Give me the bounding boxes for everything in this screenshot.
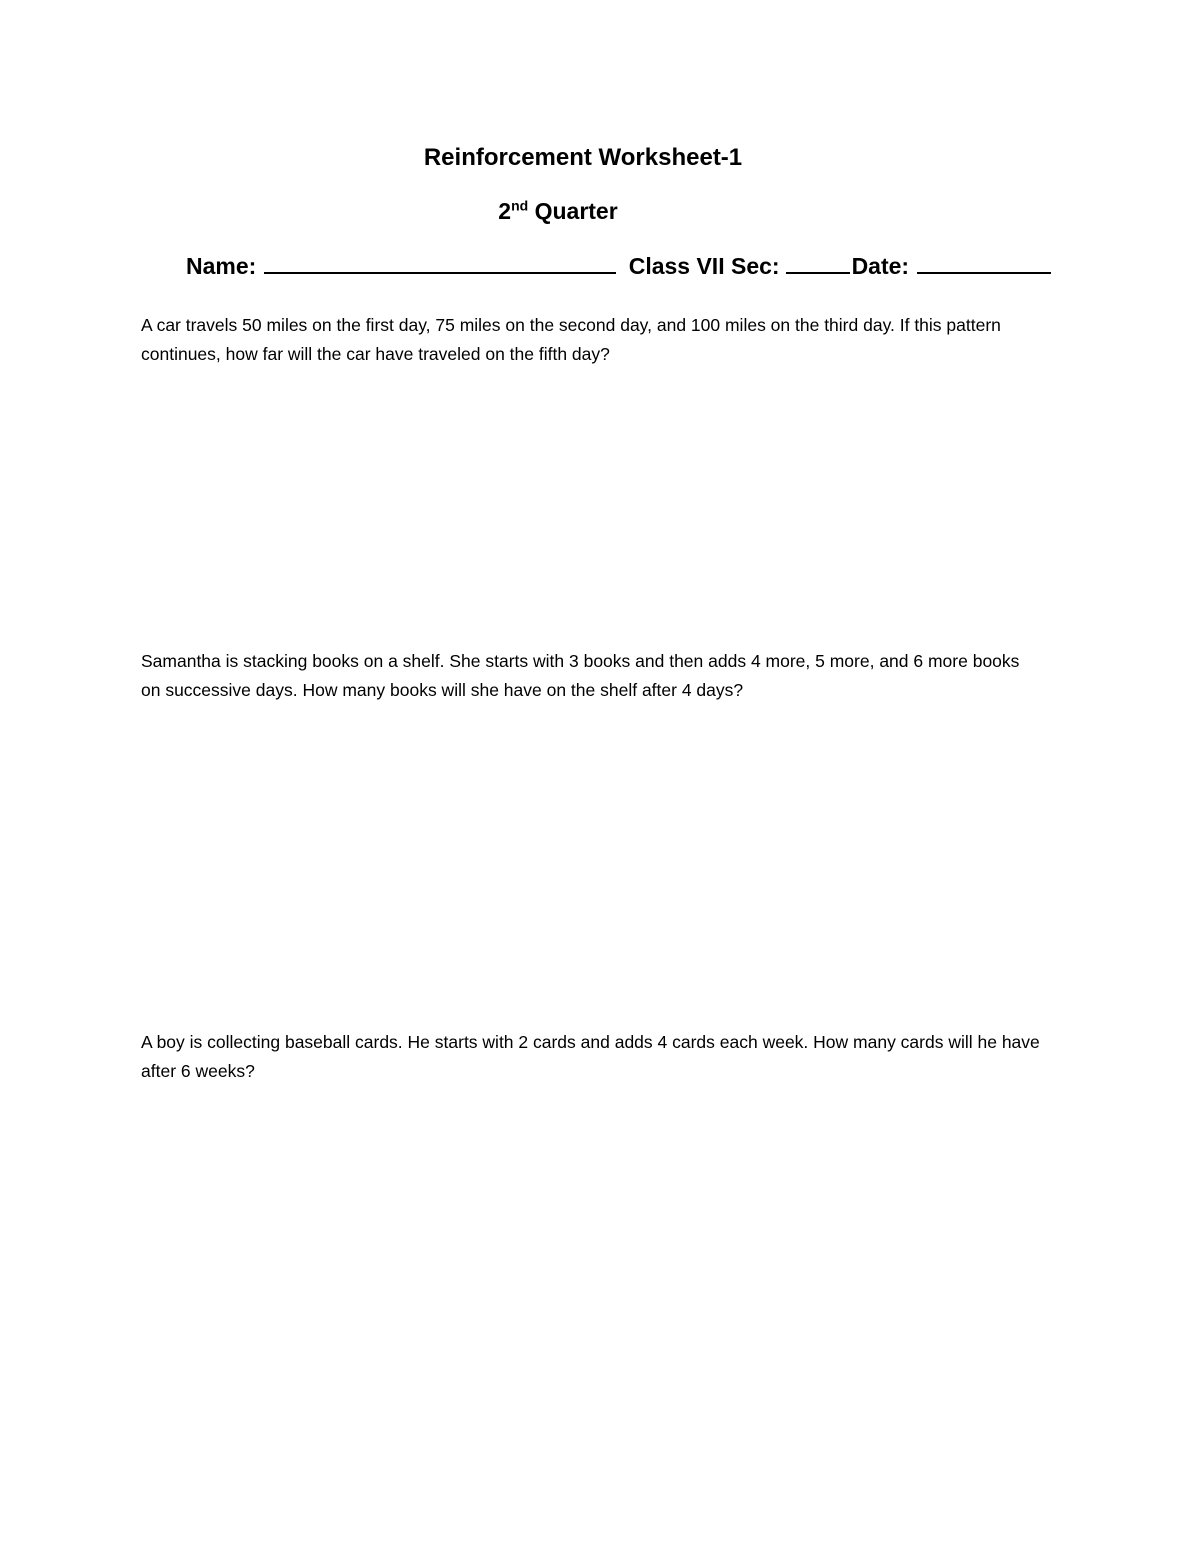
question-2: Samantha is stacking books on a shelf. She starts with 3 books and then adds 4 more, 5 more, and 6 more books on successive days. How many books will she have on the shelf after 4 days? xyxy=(141,651,1020,700)
quarter-number: 2 xyxy=(498,198,512,224)
name-blank[interactable] xyxy=(264,252,616,274)
quarter-word: Quarter xyxy=(534,198,618,224)
quarter-heading xyxy=(0,198,1116,225)
name-label: Name: xyxy=(186,253,257,279)
date-label: Date: xyxy=(851,253,910,279)
worksheet-title: Reinforcement Worksheet-1 xyxy=(423,144,743,171)
question-1: A car travels 50 miles on the first day, 75 miles on the second day, and 100 miles on the third day. If this pattern continues, how far will the car have traveled on the fifth day? xyxy=(141,315,1001,364)
student-info-row xyxy=(186,252,1051,280)
question-3: A boy is collecting baseball cards. He starts with 2 cards and adds 4 cards each week. How many cards will he have after 6 weeks? xyxy=(141,1032,1040,1081)
date-blank[interactable] xyxy=(917,252,1051,274)
class-label: Class VII Sec: xyxy=(628,253,780,279)
section-blank[interactable] xyxy=(786,252,850,274)
quarter-suffix: nd xyxy=(511,197,529,214)
